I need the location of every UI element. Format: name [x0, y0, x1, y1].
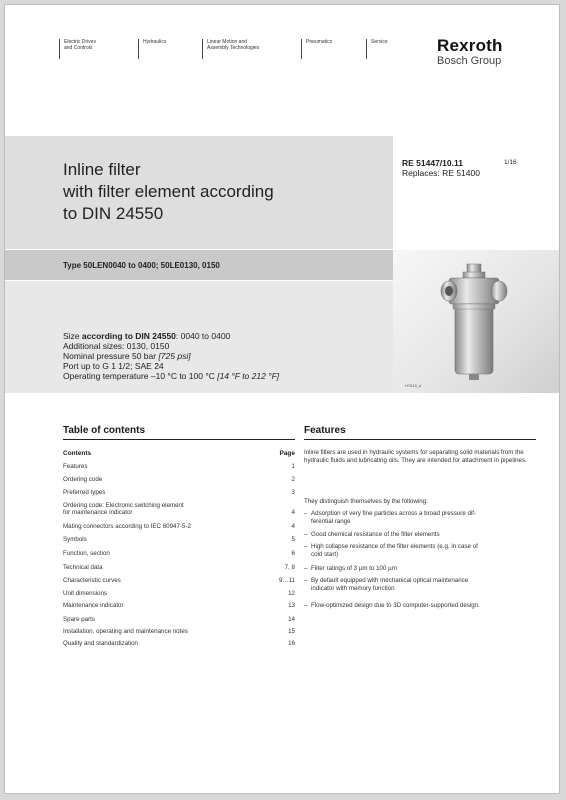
toc-col-page: Page: [279, 450, 295, 457]
product-photo: [393, 250, 560, 393]
toc-row[interactable]: Mating connectors according to IEC 60947-5-2 4: [63, 523, 295, 530]
logo-brand: Rexroth: [437, 36, 503, 55]
photo-caption: H7815_d: [405, 383, 422, 388]
toc-row[interactable]: Ordering code: Electronic switching element for maintenance indicator 4: [63, 502, 295, 517]
toc-row[interactable]: Preferred types 3: [63, 489, 295, 496]
features-heading: Features: [304, 425, 536, 440]
toc-row[interactable]: Maintenance indicator 13: [63, 602, 295, 609]
feature-item: – Adsorption of very fine particles across a broad pressure dif- ferential range: [304, 510, 544, 526]
spec-pressure: Nominal pressure 50 bar [725 psi]: [63, 351, 191, 361]
page-title: [63, 159, 274, 225]
feature-item: – Flow-optimized design due to 3D computer-supported design.: [304, 602, 544, 610]
inline-filter-image: [393, 250, 560, 393]
title-line-2: with filter element according: [63, 182, 274, 201]
toc-row[interactable]: Technical data 7, 8: [63, 564, 295, 571]
toc-row[interactable]: Features 1: [63, 463, 295, 470]
toc-row[interactable]: Symbols 5: [63, 536, 295, 543]
toc-row[interactable]: Spare parts 14: [63, 616, 295, 623]
toc-heading: Table of contents: [63, 425, 295, 440]
nav-pneumatics[interactable]: Pneumatics: [301, 39, 356, 59]
feature-item: – Good chemical resistance of the filter elements: [304, 531, 544, 539]
toc-row[interactable]: Characteristic curves 9…11: [63, 577, 295, 584]
feature-item: – High collapse resistance of the filter elements (e.g. in case of cold start): [304, 543, 544, 559]
logo-group: Bosch Group: [437, 55, 502, 67]
spec-size: Size according to DIN 24550: 0040 to 0400: [63, 331, 231, 341]
nav-linear-motion[interactable]: Linear Motion and Assembly Technologies: [202, 39, 289, 59]
page-number: 1/16: [504, 159, 517, 166]
features-intro: Inline filters are used in hydraulic systems for separating solid materials from the hydraulic fluids and lubricating oils. They are intended for attachment in pipelines.: [304, 449, 527, 464]
toc-row[interactable]: Quality and standardization 16: [63, 640, 295, 647]
toc-row[interactable]: Ordering code 2: [63, 476, 295, 483]
doc-number: RE 51447/10.11: [402, 158, 463, 168]
nav-electric-drives[interactable]: Electric Drives and Controls: [59, 39, 134, 59]
title-line-3: to DIN 24550: [63, 204, 164, 223]
title-line-1: Inline filter: [63, 160, 141, 179]
feature-item: – By default equipped with mechanical optical maintenance indicator with memory function: [304, 577, 544, 593]
toc-row[interactable]: Installation, operating and maintenance notes 15: [63, 628, 295, 635]
datasheet-page: [4, 4, 560, 794]
nav-service[interactable]: Service: [366, 39, 411, 59]
spec-port: Port up to G 1 1/2; SAE 24: [63, 361, 164, 371]
toc-row[interactable]: Unit dimensions 12: [63, 590, 295, 597]
features-lead: They distinguish themselves by the following:: [304, 498, 428, 505]
nav-hydraulics[interactable]: Hydraulics: [138, 39, 193, 59]
document-reference: [402, 158, 517, 178]
spec-temperature: Operating temperature –10 °C to 100 °C [14 °F to 212 °F]: [63, 371, 280, 381]
rexroth-logo: [437, 37, 503, 67]
toc-col-contents: Contents: [63, 450, 92, 457]
toc-row[interactable]: Function, section 6: [63, 550, 295, 557]
toc-column-headers: [63, 450, 295, 457]
spec-additional: Additional sizes: 0130, 0150: [63, 341, 170, 351]
feature-item: – Filter ratings of 3 µm to 100 µm: [304, 565, 544, 573]
doc-replaces: Replaces: RE 51400: [402, 168, 480, 178]
spec-summary: [63, 331, 279, 381]
type-designation: Type 50LEN0040 to 0400; 50LE0130, 0150: [63, 261, 220, 270]
